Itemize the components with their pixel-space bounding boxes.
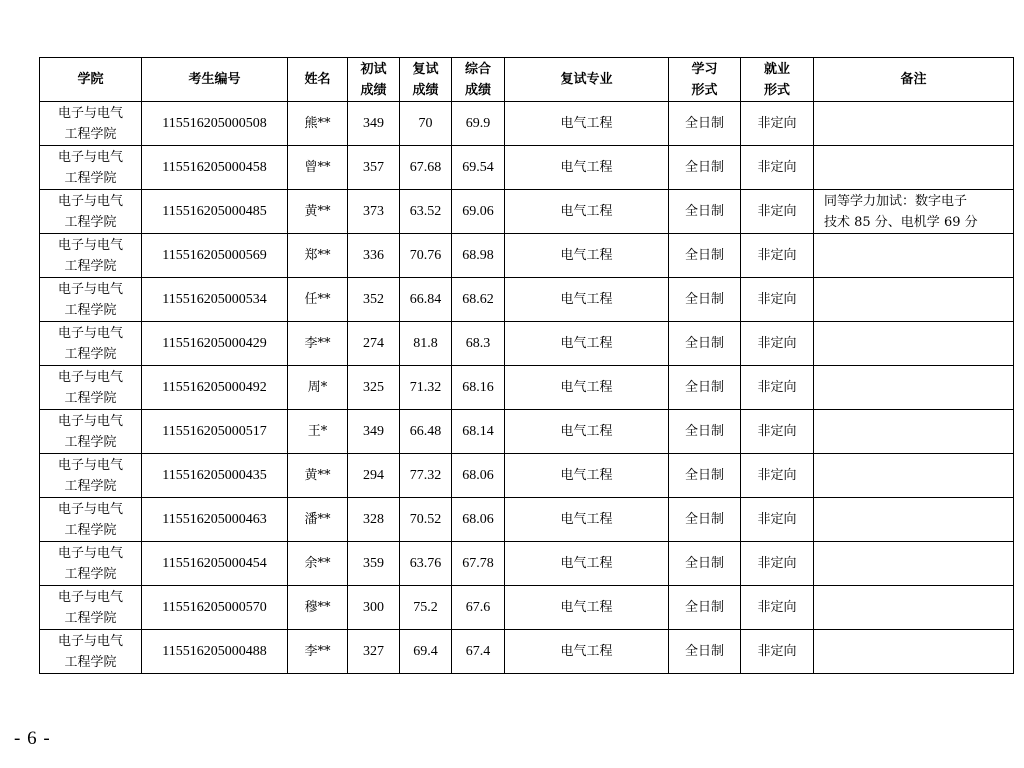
cell-total-score: 67.4	[452, 630, 505, 674]
cell-college: 电子与电气 工程学院	[40, 146, 142, 190]
cell-candidate-id: 115516205000517	[142, 410, 288, 454]
cell-college: 电子与电气 工程学院	[40, 234, 142, 278]
cell-retest-score: 81.8	[400, 322, 452, 366]
cell-name: 穆**	[288, 586, 348, 630]
cell-candidate-id: 115516205000570	[142, 586, 288, 630]
table-row	[40, 146, 1014, 190]
cell-remarks	[814, 498, 1014, 542]
cell-name: 任**	[288, 278, 348, 322]
cell-college: 电子与电气 工程学院	[40, 542, 142, 586]
cell-name: 黄**	[288, 190, 348, 234]
cell-study-mode: 全日制	[669, 410, 741, 454]
cell-retest-major: 电气工程	[505, 454, 669, 498]
header-retest-major: 复试专业	[505, 58, 669, 102]
cell-retest-major: 电气工程	[505, 190, 669, 234]
cell-name: 潘**	[288, 498, 348, 542]
cell-candidate-id: 115516205000508	[142, 102, 288, 146]
cell-remarks	[814, 278, 1014, 322]
header-total-score: 综合 成绩	[452, 58, 505, 102]
cell-candidate-id: 115516205000463	[142, 498, 288, 542]
cell-employment-type: 非定向	[741, 102, 814, 146]
cell-college: 电子与电气 工程学院	[40, 454, 142, 498]
admission-table	[39, 57, 1014, 674]
cell-candidate-id: 115516205000488	[142, 630, 288, 674]
cell-retest-major: 电气工程	[505, 586, 669, 630]
cell-study-mode: 全日制	[669, 190, 741, 234]
cell-study-mode: 全日制	[669, 630, 741, 674]
cell-name: 黄**	[288, 454, 348, 498]
cell-remarks	[814, 234, 1014, 278]
cell-study-mode: 全日制	[669, 586, 741, 630]
header-college: 学院	[40, 58, 142, 102]
cell-candidate-id: 115516205000458	[142, 146, 288, 190]
cell-total-score: 68.62	[452, 278, 505, 322]
cell-employment-type: 非定向	[741, 146, 814, 190]
header-initial-score: 初试 成绩	[348, 58, 400, 102]
cell-candidate-id: 115516205000429	[142, 322, 288, 366]
cell-college: 电子与电气 工程学院	[40, 586, 142, 630]
cell-candidate-id: 115516205000534	[142, 278, 288, 322]
cell-total-score: 69.06	[452, 190, 505, 234]
cell-retest-score: 71.32	[400, 366, 452, 410]
cell-initial-score: 300	[348, 586, 400, 630]
cell-retest-major: 电气工程	[505, 322, 669, 366]
cell-remarks	[814, 366, 1014, 410]
cell-study-mode: 全日制	[669, 454, 741, 498]
cell-retest-major: 电气工程	[505, 278, 669, 322]
cell-retest-major: 电气工程	[505, 234, 669, 278]
cell-employment-type: 非定向	[741, 454, 814, 498]
table-row	[40, 102, 1014, 146]
cell-employment-type: 非定向	[741, 542, 814, 586]
cell-employment-type: 非定向	[741, 586, 814, 630]
cell-retest-score: 70	[400, 102, 452, 146]
cell-remarks	[814, 322, 1014, 366]
cell-employment-type: 非定向	[741, 498, 814, 542]
cell-employment-type: 非定向	[741, 322, 814, 366]
cell-remarks	[814, 146, 1014, 190]
cell-initial-score: 352	[348, 278, 400, 322]
cell-college: 电子与电气 工程学院	[40, 102, 142, 146]
cell-college: 电子与电气 工程学院	[40, 322, 142, 366]
cell-employment-type: 非定向	[741, 366, 814, 410]
cell-college: 电子与电气 工程学院	[40, 366, 142, 410]
cell-total-score: 67.6	[452, 586, 505, 630]
cell-study-mode: 全日制	[669, 146, 741, 190]
table-body	[40, 102, 1014, 674]
cell-total-score: 68.16	[452, 366, 505, 410]
cell-retest-major: 电气工程	[505, 410, 669, 454]
cell-remarks	[814, 630, 1014, 674]
cell-initial-score: 294	[348, 454, 400, 498]
cell-retest-score: 70.52	[400, 498, 452, 542]
cell-total-score: 68.3	[452, 322, 505, 366]
cell-name: 余**	[288, 542, 348, 586]
cell-college: 电子与电气 工程学院	[40, 410, 142, 454]
cell-remarks	[814, 454, 1014, 498]
cell-name: 李**	[288, 322, 348, 366]
cell-retest-major: 电气工程	[505, 498, 669, 542]
header-retest-score: 复试 成绩	[400, 58, 452, 102]
cell-remarks: 同等学力加试：数字电子 技术 85 分、电机学 69 分	[814, 190, 1014, 234]
cell-remarks	[814, 586, 1014, 630]
cell-college: 电子与电气 工程学院	[40, 278, 142, 322]
cell-college: 电子与电气 工程学院	[40, 630, 142, 674]
cell-retest-score: 63.76	[400, 542, 452, 586]
cell-total-score: 68.06	[452, 498, 505, 542]
cell-total-score: 68.14	[452, 410, 505, 454]
cell-retest-major: 电气工程	[505, 630, 669, 674]
cell-total-score: 69.9	[452, 102, 505, 146]
cell-remarks	[814, 410, 1014, 454]
header-candidate-id: 考生编号	[142, 58, 288, 102]
table-row	[40, 234, 1014, 278]
cell-name: 熊**	[288, 102, 348, 146]
cell-total-score: 67.78	[452, 542, 505, 586]
cell-retest-major: 电气工程	[505, 102, 669, 146]
cell-study-mode: 全日制	[669, 498, 741, 542]
table-header-row	[40, 58, 1014, 102]
cell-candidate-id: 115516205000569	[142, 234, 288, 278]
cell-retest-score: 67.68	[400, 146, 452, 190]
cell-initial-score: 349	[348, 410, 400, 454]
cell-employment-type: 非定向	[741, 234, 814, 278]
cell-initial-score: 373	[348, 190, 400, 234]
cell-name: 王*	[288, 410, 348, 454]
cell-study-mode: 全日制	[669, 322, 741, 366]
cell-candidate-id: 115516205000485	[142, 190, 288, 234]
cell-initial-score: 359	[348, 542, 400, 586]
cell-employment-type: 非定向	[741, 190, 814, 234]
cell-candidate-id: 115516205000492	[142, 366, 288, 410]
cell-college: 电子与电气 工程学院	[40, 498, 142, 542]
cell-retest-score: 66.48	[400, 410, 452, 454]
cell-retest-major: 电气工程	[505, 542, 669, 586]
cell-retest-score: 75.2	[400, 586, 452, 630]
cell-study-mode: 全日制	[669, 102, 741, 146]
header-employment-type: 就业 形式	[741, 58, 814, 102]
cell-retest-major: 电气工程	[505, 366, 669, 410]
cell-remarks	[814, 102, 1014, 146]
cell-employment-type: 非定向	[741, 630, 814, 674]
cell-total-score: 68.98	[452, 234, 505, 278]
cell-college: 电子与电气 工程学院	[40, 190, 142, 234]
table-row	[40, 586, 1014, 630]
cell-study-mode: 全日制	[669, 542, 741, 586]
cell-initial-score: 274	[348, 322, 400, 366]
cell-initial-score: 357	[348, 146, 400, 190]
cell-retest-major: 电气工程	[505, 146, 669, 190]
table-row	[40, 278, 1014, 322]
cell-name: 李**	[288, 630, 348, 674]
header-name: 姓名	[288, 58, 348, 102]
cell-candidate-id: 115516205000454	[142, 542, 288, 586]
cell-employment-type: 非定向	[741, 278, 814, 322]
table-row	[40, 322, 1014, 366]
cell-remarks	[814, 542, 1014, 586]
table-row	[40, 498, 1014, 542]
cell-study-mode: 全日制	[669, 278, 741, 322]
cell-name: 郑**	[288, 234, 348, 278]
cell-retest-score: 63.52	[400, 190, 452, 234]
cell-initial-score: 327	[348, 630, 400, 674]
cell-candidate-id: 115516205000435	[142, 454, 288, 498]
cell-initial-score: 336	[348, 234, 400, 278]
cell-study-mode: 全日制	[669, 366, 741, 410]
table-row	[40, 630, 1014, 674]
header-study-mode: 学习 形式	[669, 58, 741, 102]
cell-total-score: 68.06	[452, 454, 505, 498]
cell-retest-score: 69.4	[400, 630, 452, 674]
cell-employment-type: 非定向	[741, 410, 814, 454]
table-row	[40, 454, 1014, 498]
cell-name: 周*	[288, 366, 348, 410]
table-row	[40, 366, 1014, 410]
cell-retest-score: 70.76	[400, 234, 452, 278]
cell-retest-score: 66.84	[400, 278, 452, 322]
table-row	[40, 542, 1014, 586]
table-row	[40, 410, 1014, 454]
table-row	[40, 190, 1014, 234]
admission-list-sheet	[39, 57, 1014, 674]
cell-initial-score: 349	[348, 102, 400, 146]
page-number: - 6 -	[14, 728, 51, 749]
cell-total-score: 69.54	[452, 146, 505, 190]
cell-study-mode: 全日制	[669, 234, 741, 278]
cell-initial-score: 328	[348, 498, 400, 542]
cell-retest-score: 77.32	[400, 454, 452, 498]
header-remarks: 备注	[814, 58, 1014, 102]
cell-initial-score: 325	[348, 366, 400, 410]
cell-name: 曾**	[288, 146, 348, 190]
